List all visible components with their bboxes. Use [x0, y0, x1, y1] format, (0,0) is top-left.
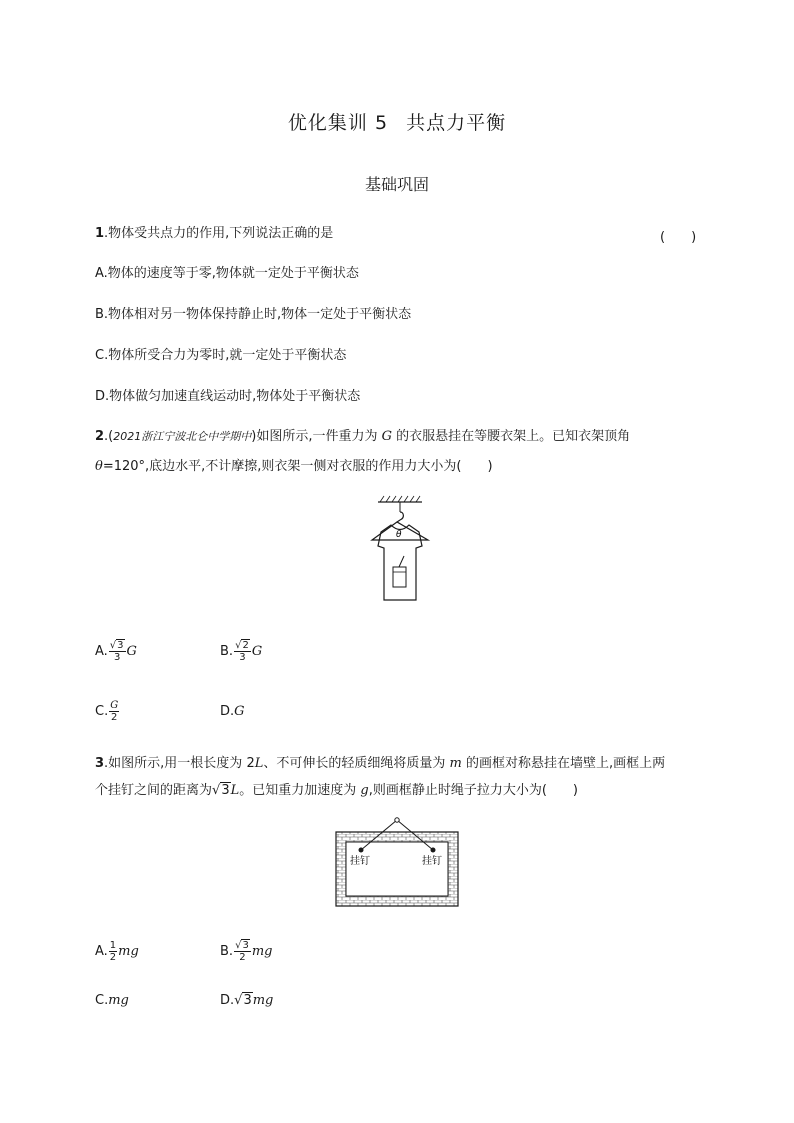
q3-text-d: 个挂钉之间的距离为 [95, 783, 213, 798]
q3-var-l: L [254, 756, 264, 771]
q2-option-b-var: G [251, 644, 263, 659]
q3-var-m: m [449, 756, 462, 771]
q2-option-b-den: 3 [239, 652, 246, 663]
q3-text-e: 。已知重力加速度为 [239, 783, 361, 798]
q1-option-a[interactable]: A.物体的速度等于零,物体就一定处于平衡状态 [95, 266, 359, 281]
q3-option-b-prefix: B. [220, 944, 234, 959]
q2-var-theta: θ [95, 459, 103, 474]
q3-text-f: ,则画框静止时绳子拉力大小为( ) [368, 783, 578, 798]
q3-option-c-var: mg [108, 993, 129, 1008]
q2-option-a-num: 3 [117, 640, 124, 651]
q2-option-b-num: 2 [242, 640, 249, 651]
q3-text-a: .如图所示,用一根长度为 2 [104, 756, 255, 771]
nail-right-dot [431, 848, 436, 853]
q3-option-c[interactable] [95, 993, 129, 1008]
q2-option-a-var: G [126, 644, 137, 659]
q3-number: 3 [95, 756, 105, 771]
q3-option-c-prefix: C. [95, 993, 109, 1008]
title-left: 优化集训 5 [287, 112, 389, 134]
picture-frame-figure [334, 816, 460, 910]
section-heading: 基础巩固 [364, 175, 429, 194]
q1-stem-text: .物体受共点力的作用,下列说法正确的是 [104, 226, 334, 241]
q3-text-b: 、不可伸长的轻质细绳将质量为 [263, 756, 450, 771]
q3-option-a-var: mg [118, 944, 139, 959]
q3-option-a-den: 2 [109, 952, 117, 963]
q1-option-b[interactable]: B.物体相对另一物体保持静止时,物体一定处于平衡状态 [95, 307, 412, 322]
q3-stem-line2: 个挂钉之间的距离为√3L。已知重力加速度为 g,则画框静止时绳子拉力大小为( ) [95, 783, 578, 798]
q2-option-d[interactable] [220, 704, 245, 719]
q2-option-d-prefix: D. [220, 704, 235, 719]
q2-option-c-prefix: C. [95, 704, 109, 719]
q1-option-c[interactable]: C.物体所受合力为零时,就一定处于平衡状态 [95, 348, 347, 363]
q2-text-c: 的衣服悬挂在等腰衣架上。已知衣架顶角 [392, 429, 631, 444]
q3-option-d[interactable]: D.√3mg [220, 993, 274, 1008]
q1-option-d[interactable]: D.物体做匀加速直线运动时,物体处于平衡状态 [95, 389, 361, 404]
q3-option-a-prefix: A. [95, 944, 108, 959]
nail-label-right: 挂钉 [422, 856, 442, 867]
q3-option-a[interactable] [95, 940, 139, 963]
nail-left-dot [359, 848, 364, 853]
q3-option-b[interactable]: B. $\frac{√3}{2}$ mg [220, 940, 273, 963]
nail-label-left: 挂钉 [350, 856, 370, 867]
q3-option-a-num: 1 [109, 940, 117, 951]
q3-stem-line1 [95, 755, 665, 773]
q2-source: 2021浙江宁波北仑中学期中 [113, 430, 252, 443]
q2-option-c-den: 2 [111, 712, 118, 723]
q2-option-a[interactable]: A. $\frac{√3}{3}$ G [95, 640, 137, 663]
title-right: 共点力平衡 [406, 112, 507, 134]
q1-number: 1 [95, 226, 105, 241]
q2-stem-line2 [95, 458, 493, 476]
theta-label: θ [396, 530, 402, 540]
q3-sqrt-arg: 3 [221, 783, 230, 798]
q2-option-c[interactable] [95, 700, 120, 723]
page-title [0, 108, 794, 135]
hanger-figure [350, 490, 450, 608]
q2-option-a-prefix: A. [95, 644, 108, 659]
q2-option-b-prefix: B. [220, 644, 234, 659]
q2-option-a-den: 3 [113, 652, 121, 663]
q3-option-d-var: mg [252, 993, 274, 1008]
q1-answer-paren: ( ) [660, 230, 697, 245]
q3-var-g: g [360, 783, 369, 798]
wall-nail [395, 818, 399, 822]
q2-var-g: G [381, 429, 392, 444]
q2-number: 2 [95, 429, 105, 444]
q3-option-b-var: mg [251, 944, 273, 959]
q3-text-c: 的画框对称悬挂在墙壁上,画框上两 [461, 756, 666, 771]
q2-stem-line1 [95, 428, 630, 446]
q1-stem [95, 225, 333, 243]
q2-option-b[interactable]: B. $\frac{√2}{3}$ G [220, 640, 263, 663]
q3-option-d-rad: 3 [243, 993, 252, 1008]
q3-var-l-2: L [230, 783, 240, 798]
q3-option-b-num: 3 [242, 940, 249, 951]
q3-option-b-den: 2 [239, 952, 246, 963]
q2-text-d: =120°,底边水平,不计摩擦,则衣架一侧对衣服的作用力大小为( ) [102, 459, 493, 474]
ceiling [378, 496, 422, 502]
q2-text-b: )如图所示,一件重力为 [251, 429, 382, 444]
hanger-hook [397, 512, 403, 522]
q3-option-d-prefix: D. [220, 993, 235, 1008]
q2-option-d-var: G [234, 704, 245, 719]
q2-text-a: .( [104, 429, 114, 444]
q2-option-c-num: G [110, 700, 119, 711]
